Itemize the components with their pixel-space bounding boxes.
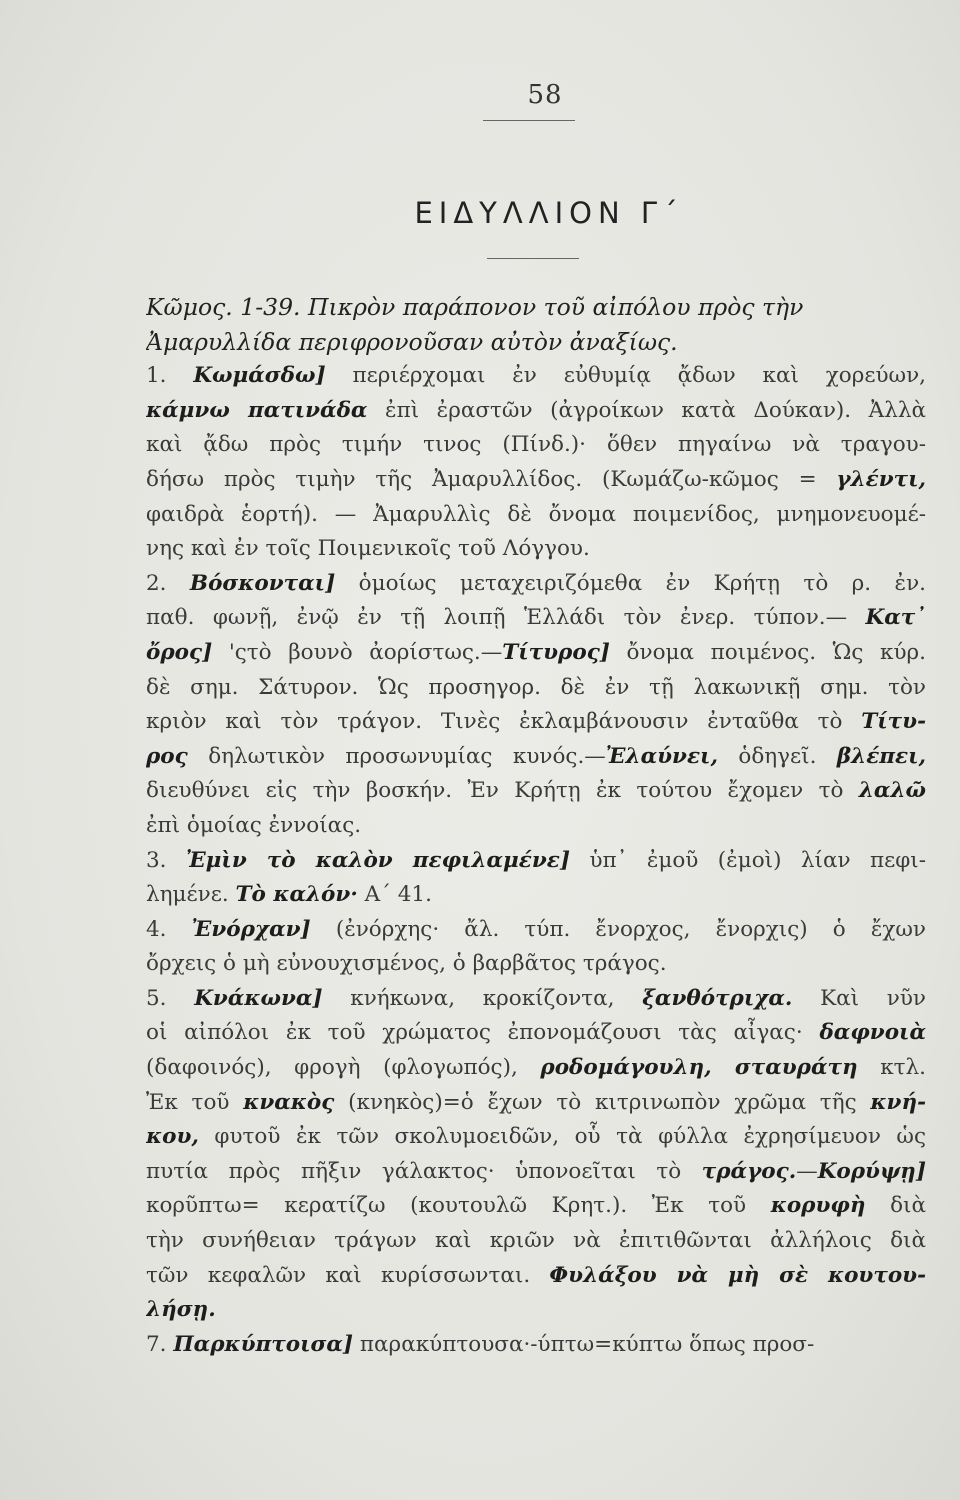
text-line [146, 1086, 926, 1121]
lemma-term: Τίτυ- [861, 709, 926, 735]
text-line [146, 947, 926, 982]
line-text: (δαφοινός), φρογὴ (φλογωπός), [146, 1055, 541, 1081]
line-text: κτλ. [857, 1055, 926, 1081]
line-text: ὑπ᾽ ἐμοῦ (ἐμοὶ) λίαν πεφι- [570, 847, 926, 873]
lemma-term: ξανθότριχα. [642, 985, 793, 1011]
text-line [146, 1189, 926, 1224]
text-line [146, 1120, 926, 1155]
line-text: φυτοῦ ἐκ τῶν σκολυμοειδῶν, οὗ τὰ φύλλα ἐχρησίμευον ὡς [198, 1124, 926, 1150]
line-text: κριὸν καὶ τὸν τράγον. Τινὲς ἐκλαμβάνουσιν ἐνταῦθα τὸ [146, 709, 862, 735]
lemma-term: κορυφὴ [770, 1193, 866, 1219]
lemma-term: Κατ᾽ [865, 605, 926, 631]
line-text: δήσω πρὸς τιμὴν τῆς Ἀμαρυλλίδος. (Κωμάζω-κῶμος = [146, 466, 837, 492]
line-text: 1. [146, 363, 194, 389]
text-line [146, 636, 926, 671]
text-line [146, 740, 926, 775]
line-text: Ἀμαρυλλίδα περιφρονοῦσαν αὐτὸν ἀναξίως. [146, 327, 678, 356]
top-rule [483, 120, 575, 121]
lemma-term: λήσῃ. [146, 1297, 216, 1323]
title-rule [487, 258, 579, 259]
text-line [146, 1293, 926, 1328]
lemma-term: κνακὸς [243, 1089, 335, 1115]
text-line [146, 1155, 926, 1190]
line-text: δὲ σημ. Σάτυρον. Ὡς προσηγορ. δὲ ἐν τῇ λακωνικῇ σημ. τὸν [146, 674, 926, 700]
line-text: παρακύπτουσα·-ύπτω=κύπτω ὅπως προσ- [353, 1331, 815, 1357]
text-line [146, 1224, 926, 1259]
text-line [146, 1259, 926, 1294]
text-line [146, 809, 926, 844]
page-number: 58 [527, 80, 563, 110]
line-text: διευθύνει εἰς τὴν βοσκήν. Ἐν Κρήτῃ ἐκ τούτου ἔχομεν τὸ [146, 778, 859, 804]
chapter-title: ΕΙΔΥΛΛΙΟΝ Γ΄ [414, 196, 684, 230]
lemma-term: Βόσκονται] [189, 570, 336, 596]
text-line [146, 1328, 926, 1363]
text-line [146, 671, 926, 706]
line-text: ἐπὶ ὁμοίας ἐννοίας. [146, 812, 362, 838]
line-text: (κνηκὸς)=ὁ ἔχων τὸ κιτρινωπὸν χρῶμα τῆς [334, 1089, 871, 1115]
lemma-term: ροδομάγουλη, σταυράτη [540, 1055, 858, 1081]
lemma-term: λαλῶ [858, 778, 926, 804]
line-text: φαιδρὰ ἑορτή). — Ἀμαρυλλὶς δὲ ὄνομα ποιμενίδος, μνημονευομέ- [146, 501, 926, 527]
text-line [146, 567, 926, 602]
lemma-term: Παρκύπτοισα] [173, 1331, 354, 1357]
lemma-term: Ἐμὶν τὸ καλὸν πεφιλαμένε] [185, 847, 571, 873]
lemma-term: δαφνοιὰ [819, 1020, 926, 1046]
line-text: παθ. φωνῇ, ἐνῷ ἐν τῇ λοιπῇ Ἑλλάδι τὸν ἐνερ. τύπον.— [146, 605, 866, 631]
line-text: 4. [146, 916, 192, 942]
line-text: νης καὶ ἐν τοῖς Ποιμενικοῖς τοῦ Λόγγου. [146, 536, 590, 562]
text-line [146, 394, 926, 429]
text-line [146, 913, 926, 948]
lemma-term: Κορύψῃ] [817, 1158, 926, 1184]
text-line [146, 1016, 926, 1051]
lemma-term: κνή- [870, 1089, 926, 1115]
text-line [146, 498, 926, 533]
lemma-term: Τὸ καλόν· [235, 882, 358, 908]
line-text: Κῶμος. 1-39. Πικρὸν παράπονον τοῦ αἰπόλου πρὸς τὴν [146, 293, 804, 321]
lemma-term: τράγος. [701, 1158, 797, 1184]
lemma-term: γλέντι, [836, 466, 926, 492]
text-line [146, 325, 926, 360]
line-text: διὰ [865, 1193, 926, 1219]
line-text: — [796, 1158, 818, 1184]
lemma-term: ὄρος] [146, 639, 213, 665]
line-text: ἐπὶ ἐραστῶν (ἀγροίκων κατὰ Δούκαν). Ἀλλὰ [367, 397, 926, 423]
text-line [146, 428, 926, 463]
line-text: ὁδηγεῖ. [717, 743, 837, 769]
lemma-term: Τίτυρος] [502, 639, 610, 665]
text-line [146, 705, 926, 740]
line-text: Ἐκ τοῦ [146, 1089, 244, 1115]
line-text: πυτία πρὸς πῆξιν γάλακτος· ὑπονοεῖται τὸ [146, 1158, 702, 1184]
text-line [146, 878, 926, 913]
lemma-term: Ἐνόρχαν] [191, 916, 311, 942]
line-text: Καὶ νῦν [792, 985, 926, 1011]
line-text: περιέρχομαι ἐν εὐθυμίᾳ ᾄδων καὶ χορεύων, [325, 363, 926, 389]
line-text: 5. [146, 985, 195, 1011]
lemma-term: Φυλάξου νὰ μὴ σὲ κουτου- [549, 1262, 926, 1288]
text-line [146, 290, 926, 325]
line-text: καὶ ᾄδω πρὸς τιμήν τινος (Πίνδ.)· ὅθεν πηγαίνω νὰ τραγου- [146, 432, 926, 458]
text-line [146, 359, 926, 394]
text-line [146, 844, 926, 879]
line-text: τῶν κεφαλῶν καὶ κυρίσσωνται. [146, 1262, 550, 1288]
lemma-term: κάμνω πατινάδα [146, 397, 368, 423]
line-text: ὄρχεις ὁ μὴ εὐνουχισμένος, ὁ βαρβᾶτος τράγος. [146, 951, 667, 977]
lemma-term: βλέπει, [836, 743, 926, 769]
line-text: κνήκωνα, κροκίζοντα, [322, 985, 643, 1011]
line-text: Α΄ 41. [357, 882, 432, 908]
text-line [146, 982, 926, 1017]
line-text: οἱ αἰπόλοι ἐκ τοῦ χρώματος ἐπονομάζουσι τὰς αἶγας· [146, 1020, 820, 1046]
line-text: 2. [146, 570, 190, 596]
lemma-term: κου, [146, 1124, 199, 1150]
text-line [146, 774, 926, 809]
text-line [146, 463, 926, 498]
line-text: τὴν συνήθειαν τράγων καὶ κριῶν νὰ ἐπιτιθῶνται ἀλλήλοις διὰ [146, 1228, 926, 1254]
line-text: λημένε. [146, 882, 236, 908]
line-text: (ἐνόρχης· ἄλ. τύπ. ἔνορχος, ἔνορχις) ὁ ἔχων [310, 916, 926, 942]
line-text: ὄνομα ποιμένος. Ὡς κύρ. [609, 639, 926, 665]
text-line [146, 1051, 926, 1086]
lemma-term: ρος [146, 743, 188, 769]
line-text: 3. [146, 847, 186, 873]
text-line [146, 532, 926, 567]
lemma-term: Ἐλαύνει, [605, 743, 718, 769]
line-text: κορῦπτω= κερατίζω (κουτουλῶ Κρητ.). Ἐκ τοῦ [146, 1193, 771, 1219]
line-text: ὁμοίως μεταχειριζόμεθα ἐν Κρήτῃ τὸ ρ. ἐν. [335, 570, 926, 596]
line-text: 'ςτὸ βουνὸ ἀορίστως.— [212, 639, 503, 665]
lemma-term: Κωμάσδω] [193, 363, 326, 389]
text-line [146, 601, 926, 636]
lemma-term: Κνάκωνα] [194, 985, 323, 1011]
line-text: 7. [146, 1331, 174, 1357]
commentary-text [146, 290, 926, 1362]
line-text: δηλωτικὸν προσωνυμίας κυνός.— [187, 743, 606, 769]
